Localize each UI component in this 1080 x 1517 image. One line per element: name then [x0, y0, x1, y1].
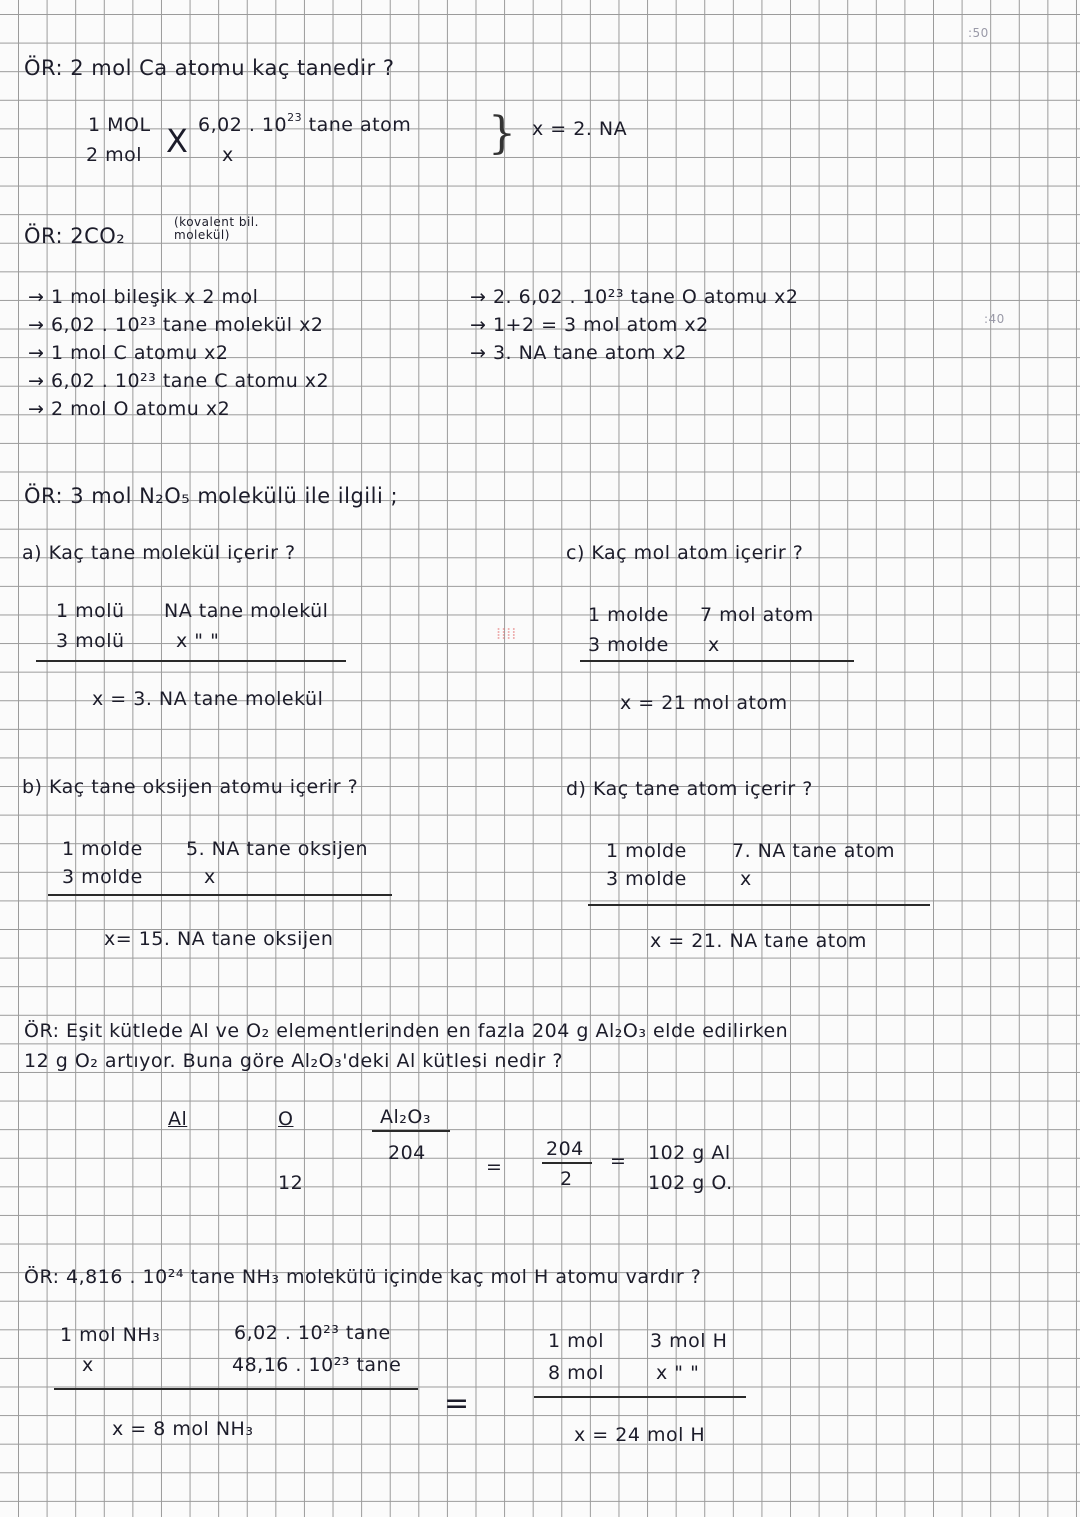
- part-c-row1-right: 7 mol atom: [700, 604, 814, 626]
- list-item: → 2. 6,02 . 10²³ tane O atomu x2: [470, 286, 799, 308]
- column-al: Al: [168, 1108, 188, 1130]
- example-4-line2: 12 g O₂ artıyor. Buna göre Al₂O₃'deki Al kütlesi nedir ?: [24, 1050, 563, 1072]
- divider: [372, 1130, 450, 1132]
- corner-mark: :40: [984, 312, 1005, 326]
- fraction-bar: [542, 1162, 592, 1164]
- example-5-row2-right: 48,16 . 10²³ tane: [232, 1354, 402, 1376]
- part-d-row2-left: 3 molde: [606, 868, 687, 890]
- part-d-answer: x = 21. NA tane atom: [650, 930, 867, 952]
- example-5-title: ÖR: 4,816 . 10²⁴ tane NH₃ molekülü içinde kaç mol H atomu vardır ?: [24, 1266, 702, 1288]
- part-a-answer: x = 3. NA tane molekül: [92, 688, 324, 710]
- result-al: 102 g Al: [648, 1142, 731, 1164]
- part-a-row2-left: 3 molü: [56, 630, 125, 652]
- column-al2o3: Al₂O₃: [380, 1106, 431, 1128]
- example-5-sub-row1-right: 3 mol H: [650, 1330, 728, 1352]
- watermark-mark: ⁞⁞⁞⁞: [496, 624, 517, 643]
- question-c: c) Kaç mol atom içerir ?: [566, 542, 804, 564]
- part-a-row1-left: 1 molü: [56, 600, 125, 622]
- part-d-row2-right: x: [740, 868, 752, 890]
- example-1-row1-right: 6,02 . $10^{23}$ tane atom: [198, 111, 412, 136]
- part-b-row1-right: 5. NA tane oksijen: [186, 838, 369, 860]
- part-a-row1-right: NA tane molekül: [164, 600, 329, 622]
- list-item: → 6,02 . 10²³ tane C atomu x2: [28, 370, 330, 392]
- divider: [54, 1388, 418, 1390]
- question-b: b) Kaç tane oksijen atomu içerir ?: [22, 776, 359, 798]
- example-5-sub-row1-left: 1 mol: [548, 1330, 605, 1352]
- value-o: 12: [278, 1172, 304, 1194]
- list-item: → 6,02 . 10²³ tane molekül x2: [28, 314, 324, 336]
- part-b-row2-right: x: [204, 866, 216, 888]
- list-item: → 1 mol C atomu x2: [28, 342, 229, 364]
- example-1-result: x = 2. NA: [532, 118, 628, 140]
- example-5-sub-row2-left: 8 mol: [548, 1362, 605, 1384]
- equals-sign: =: [610, 1150, 627, 1172]
- example-2-title: ÖR: 2CO₂: [24, 224, 126, 248]
- example-5-row2-left: x: [82, 1354, 94, 1376]
- cross-multiply-symbol: X: [166, 122, 189, 160]
- part-b-row2-left: 3 molde: [62, 866, 143, 888]
- example-5-answer-2: x = 24 mol H: [574, 1424, 706, 1446]
- part-c-row1-left: 1 molde: [588, 604, 669, 626]
- example-1-title: ÖR: 2 mol Ca atomu kaç tanedir ?: [24, 56, 395, 80]
- part-c-row2-right: x: [708, 634, 720, 656]
- part-c-answer: x = 21 mol atom: [620, 692, 788, 714]
- example-5-sub-row2-right: x " ": [656, 1362, 700, 1384]
- equals-sign: =: [486, 1156, 503, 1178]
- example-1-row2-right: x: [222, 144, 234, 166]
- part-b-answer: x= 15. NA tane oksijen: [104, 928, 334, 950]
- fraction-numerator: 204: [546, 1138, 584, 1160]
- divider: [36, 660, 346, 662]
- example-4-line1: ÖR: Eşit kütlede Al ve O₂ elementlerinden en fazla 204 g Al₂O₃ elde edilirken: [24, 1020, 789, 1042]
- list-item: → 3. NA tane atom x2: [470, 342, 687, 364]
- divider: [48, 894, 392, 896]
- part-d-row1-left: 1 molde: [606, 840, 687, 862]
- part-c-row2-left: 3 molde: [588, 634, 669, 656]
- example-1-row1-left: 1 MOL: [88, 114, 151, 136]
- part-b-row1-left: 1 molde: [62, 838, 143, 860]
- list-item: → 1 mol bileşik x 2 mol: [28, 286, 259, 308]
- example-3-title: ÖR: 3 mol N₂O₅ molekülü ile ilgili ;: [24, 484, 399, 508]
- value-al2o3: 204: [388, 1142, 426, 1164]
- list-item: → 1+2 = 3 mol atom x2: [470, 314, 709, 336]
- example-5-answer: x = 8 mol NH₃: [112, 1418, 254, 1440]
- example-1-row2-left: 2 mol: [86, 144, 143, 166]
- column-o: O: [278, 1108, 294, 1130]
- example-2-note: (kovalent bil. molekül): [174, 215, 259, 242]
- example-5-row1-right: 6,02 . 10²³ tane: [234, 1322, 391, 1344]
- result-o: 102 g O.: [648, 1172, 733, 1194]
- divider: [588, 904, 930, 906]
- divider: [580, 660, 854, 662]
- equals-sign: =: [444, 1386, 470, 1421]
- question-d: d) Kaç tane atom içerir ?: [566, 778, 813, 800]
- question-a: a) Kaç tane molekül içerir ?: [22, 542, 296, 564]
- divider: [534, 1396, 746, 1398]
- brace-icon: }: [488, 108, 516, 159]
- fraction-denominator: 2: [560, 1168, 573, 1190]
- example-5-row1-left: 1 mol NH₃: [60, 1324, 161, 1346]
- part-d-row1-right: 7. NA tane atom: [732, 840, 896, 862]
- corner-mark: :50: [968, 26, 989, 40]
- list-item: → 2 mol O atomu x2: [28, 398, 231, 420]
- part-a-row2-right: x " ": [176, 630, 220, 652]
